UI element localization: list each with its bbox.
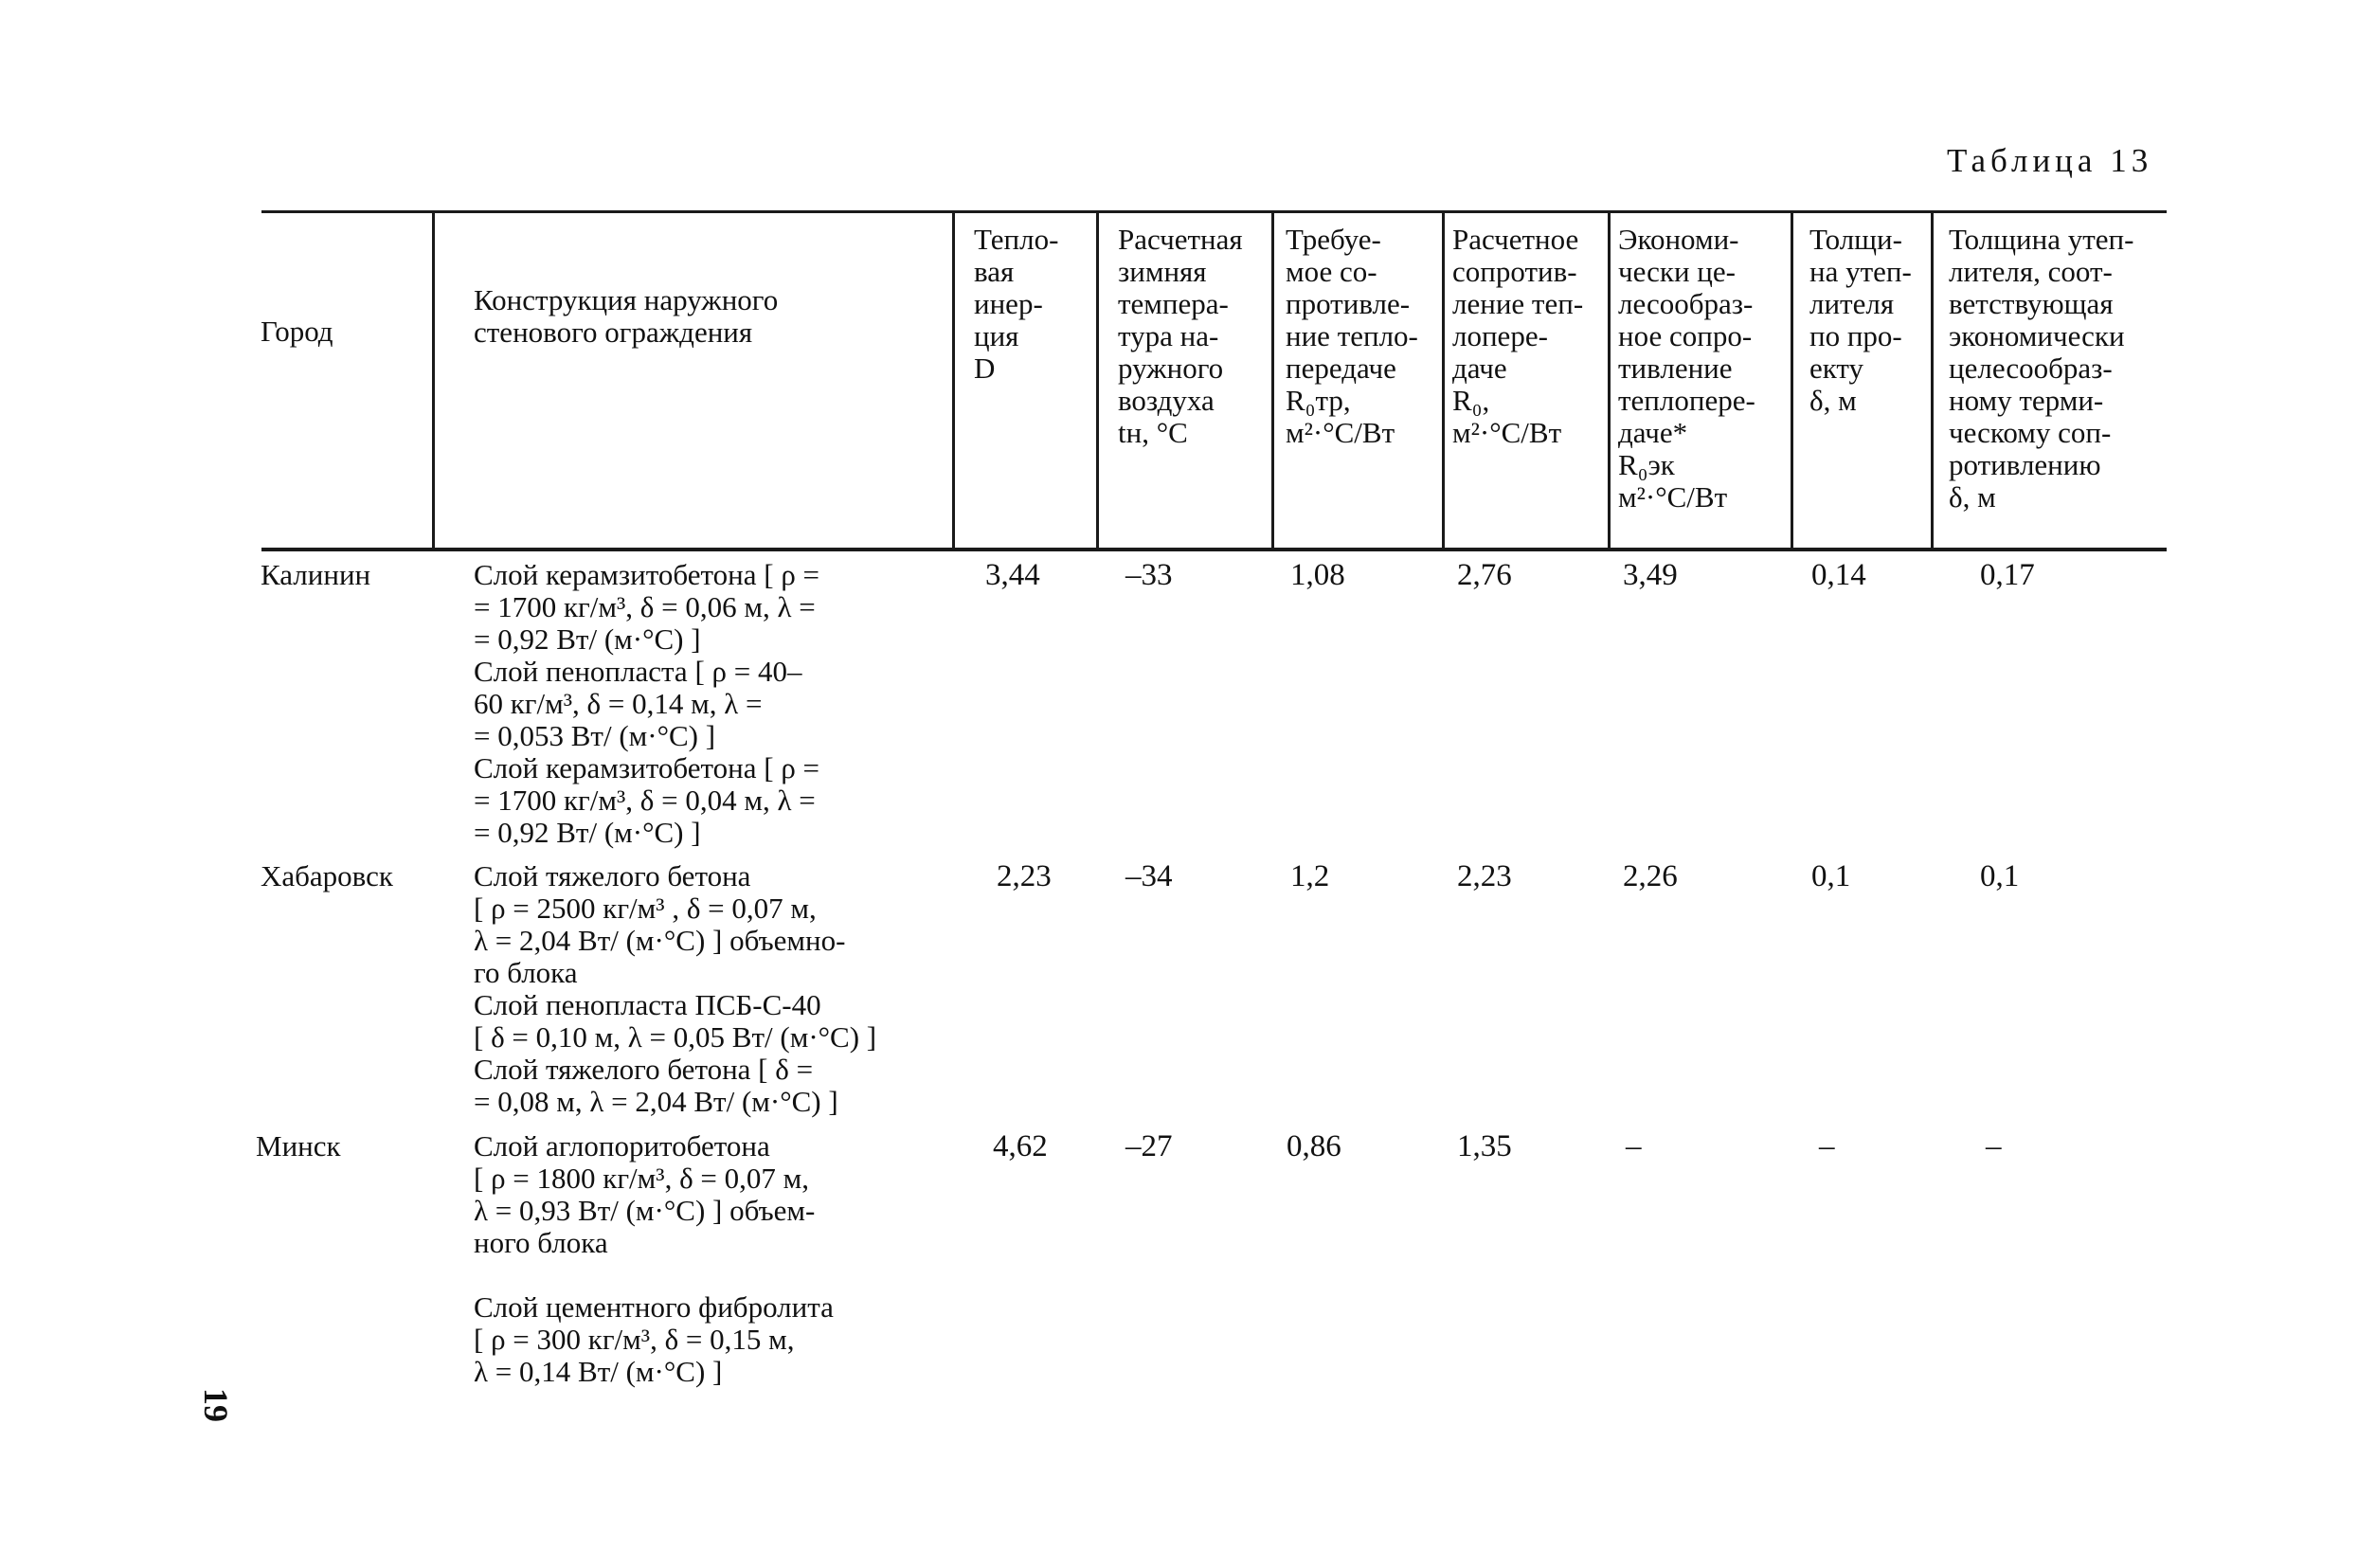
text-line: даче xyxy=(1452,351,1507,385)
header-city: Город xyxy=(261,315,333,348)
text-line: зимняя xyxy=(1118,255,1207,288)
column-divider xyxy=(1442,210,1445,550)
text-line: [ ρ = 2500 кг/м³ , δ = 0,07 м, xyxy=(474,892,817,925)
text-line: ция xyxy=(974,319,1019,352)
text-line: ние тепло- xyxy=(1286,319,1418,352)
text-line: ветствующая xyxy=(1949,287,2114,320)
text-line: инер- xyxy=(974,287,1043,320)
text-line: Толщи- xyxy=(1809,223,1902,256)
text-line: м²·°С/Вт xyxy=(1286,416,1395,449)
row-insulation-thickness: – xyxy=(1819,1129,1835,1163)
text-line: Слой аглопоритобетона xyxy=(474,1129,770,1162)
text-line: = 0,92 Вт/ (м·°С) ] xyxy=(474,816,701,849)
row-construction xyxy=(474,860,876,1118)
row-temperature: –34 xyxy=(1125,859,1173,893)
row-temperature: –33 xyxy=(1125,558,1173,592)
table-caption: Таблица 13 xyxy=(1947,142,2153,179)
row-economic-thickness: – xyxy=(1986,1129,2002,1163)
row-temperature: –27 xyxy=(1125,1129,1173,1163)
row-construction xyxy=(474,559,819,849)
header-calculated-resistance xyxy=(1452,224,1583,449)
table-top-rule xyxy=(261,210,2167,213)
column-divider xyxy=(1271,210,1274,550)
text-line: λ = 0,93 Вт/ (м·°С) ] объем- xyxy=(474,1194,816,1227)
column-divider xyxy=(952,210,955,550)
header-insulation-thickness xyxy=(1809,224,1912,417)
text-line: м²·°С/Вт xyxy=(1452,416,1562,449)
row-economic-thickness: 0,17 xyxy=(1980,558,2035,592)
text-line: R₀тр, xyxy=(1286,384,1351,417)
row-calculated-resistance: 2,76 xyxy=(1457,558,1512,592)
text-line: лителя xyxy=(1809,287,1895,320)
text-line: даче* xyxy=(1618,416,1688,449)
text-line: темпера- xyxy=(1118,287,1229,320)
text-line: Слой пенопласта [ ρ = 40– xyxy=(474,655,802,688)
text-line xyxy=(474,1259,834,1291)
text-line: тура на- xyxy=(1118,319,1219,352)
row-economic-resistance: 3,49 xyxy=(1623,558,1678,592)
text-line: тивление xyxy=(1618,351,1733,385)
text-line: экономически xyxy=(1949,319,2125,352)
header-required-resistance xyxy=(1286,224,1418,449)
text-line: R₀, xyxy=(1452,384,1490,417)
row-economic-thickness: 0,1 xyxy=(1980,859,2020,893)
column-divider xyxy=(1791,210,1793,550)
text-line: ное сопро- xyxy=(1618,319,1753,352)
text-line: Слой цементного фибролита xyxy=(474,1290,834,1324)
text-line: [ ρ = 1800 кг/м³, δ = 0,07 м, xyxy=(474,1162,810,1195)
text-line: на утеп- xyxy=(1809,255,1912,288)
row-city: Хабаровск xyxy=(261,859,393,892)
text-line: ление теп- xyxy=(1452,287,1584,320)
column-divider xyxy=(1096,210,1099,550)
text-line: теплопере- xyxy=(1618,384,1755,417)
row-economic-resistance: 2,26 xyxy=(1623,859,1678,893)
text-line: ного блока xyxy=(474,1226,608,1259)
text-line: вая xyxy=(974,255,1015,288)
text-line: ному терми- xyxy=(1949,384,2104,417)
text-line: воздуха xyxy=(1118,384,1215,417)
column-divider xyxy=(432,210,435,550)
row-construction xyxy=(474,1130,834,1388)
text-line: Слой пенопласта ПСБ-С-40 xyxy=(474,988,821,1021)
row-required-resistance: 0,86 xyxy=(1287,1129,1341,1163)
text-line: передаче xyxy=(1286,351,1396,385)
text-line: го блока xyxy=(474,956,578,989)
row-inertia: 3,44 xyxy=(985,558,1040,592)
text-line: = 0,08 м, λ = 2,04 Вт/ (м·°С) ] xyxy=(474,1085,838,1118)
text-line: противле- xyxy=(1286,287,1411,320)
row-economic-resistance: – xyxy=(1626,1129,1642,1163)
text-line: лопере- xyxy=(1452,319,1548,352)
text-line: ротивлению xyxy=(1949,448,2101,481)
text-line: Толщина утеп- xyxy=(1949,223,2134,256)
text-line: Слой керамзитобетона [ ρ = xyxy=(474,751,820,784)
text-line: ческому соп- xyxy=(1949,416,2112,449)
text-line: Экономи- xyxy=(1618,223,1739,256)
text-line: ружного xyxy=(1118,351,1224,385)
text-line: лесообраз- xyxy=(1618,287,1754,320)
text-line: 60 кг/м³, δ = 0,14 м, λ = xyxy=(474,687,763,720)
header-bottom-rule xyxy=(261,548,2167,551)
row-required-resistance: 1,08 xyxy=(1290,558,1345,592)
text-line: м²·°С/Вт xyxy=(1618,480,1728,514)
row-inertia: 4,62 xyxy=(993,1129,1048,1163)
text-line: = 0,053 Вт/ (м·°С) ] xyxy=(474,719,716,752)
text-line: мое со- xyxy=(1286,255,1377,288)
text-line: сопротив- xyxy=(1452,255,1577,288)
header-inertia xyxy=(974,224,1058,385)
text-line: D xyxy=(974,351,996,385)
text-line: целесообраз- xyxy=(1949,351,2113,385)
text-line: λ = 2,04 Вт/ (м·°С) ] объемно- xyxy=(474,924,846,957)
text-line: чески це- xyxy=(1618,255,1736,288)
text-line: Слой тяжелого бетона xyxy=(474,859,751,892)
text-line: Тепло- xyxy=(974,223,1059,256)
header-economic-thickness xyxy=(1949,224,2133,514)
header-economic-resistance xyxy=(1618,224,1755,514)
text-line: стенового ограждения xyxy=(474,315,753,349)
row-required-resistance: 1,2 xyxy=(1290,859,1330,893)
text-line: = 1700 кг/м³, δ = 0,04 м, λ = xyxy=(474,784,816,817)
text-line: [ δ = 0,10 м, λ = 0,05 Вт/ (м·°С) ] xyxy=(474,1020,877,1054)
text-line: Слой керамзитобетона [ ρ = xyxy=(474,558,820,591)
header-construction xyxy=(474,284,778,349)
column-divider xyxy=(1931,210,1934,550)
row-city: Калинин xyxy=(261,558,371,591)
text-line: [ ρ = 300 кг/м³, δ = 0,15 м, xyxy=(474,1323,795,1356)
text-line: R₀эк xyxy=(1618,448,1675,481)
text-line: = 1700 кг/м³, δ = 0,06 м, λ = xyxy=(474,590,816,623)
text-line: tн, °С xyxy=(1118,416,1188,449)
page-number: 19 xyxy=(197,1388,235,1422)
text-line: Расчетная xyxy=(1118,223,1243,256)
column-divider xyxy=(1608,210,1611,550)
row-inertia: 2,23 xyxy=(997,859,1052,893)
text-line: Слой тяжелого бетона [ δ = xyxy=(474,1053,814,1086)
text-line: δ, м xyxy=(1949,480,1996,514)
row-calculated-resistance: 2,23 xyxy=(1457,859,1512,893)
text-line: по про- xyxy=(1809,319,1902,352)
text-line: = 0,92 Вт/ (м·°С) ] xyxy=(474,622,701,656)
text-line: Расчетное xyxy=(1452,223,1579,256)
text-line: Требуе- xyxy=(1286,223,1381,256)
text-line: лителя, соот- xyxy=(1949,255,2113,288)
text-line: δ, м xyxy=(1809,384,1857,417)
text-line: Конструкция наружного xyxy=(474,283,779,316)
header-design-temperature xyxy=(1118,224,1243,449)
text-line: λ = 0,14 Вт/ (м·°С) ] xyxy=(474,1355,723,1388)
row-insulation-thickness: 0,14 xyxy=(1811,558,1866,592)
text-line: екту xyxy=(1809,351,1864,385)
row-city: Минск xyxy=(256,1129,341,1162)
row-insulation-thickness: 0,1 xyxy=(1811,859,1851,893)
row-calculated-resistance: 1,35 xyxy=(1457,1129,1512,1163)
